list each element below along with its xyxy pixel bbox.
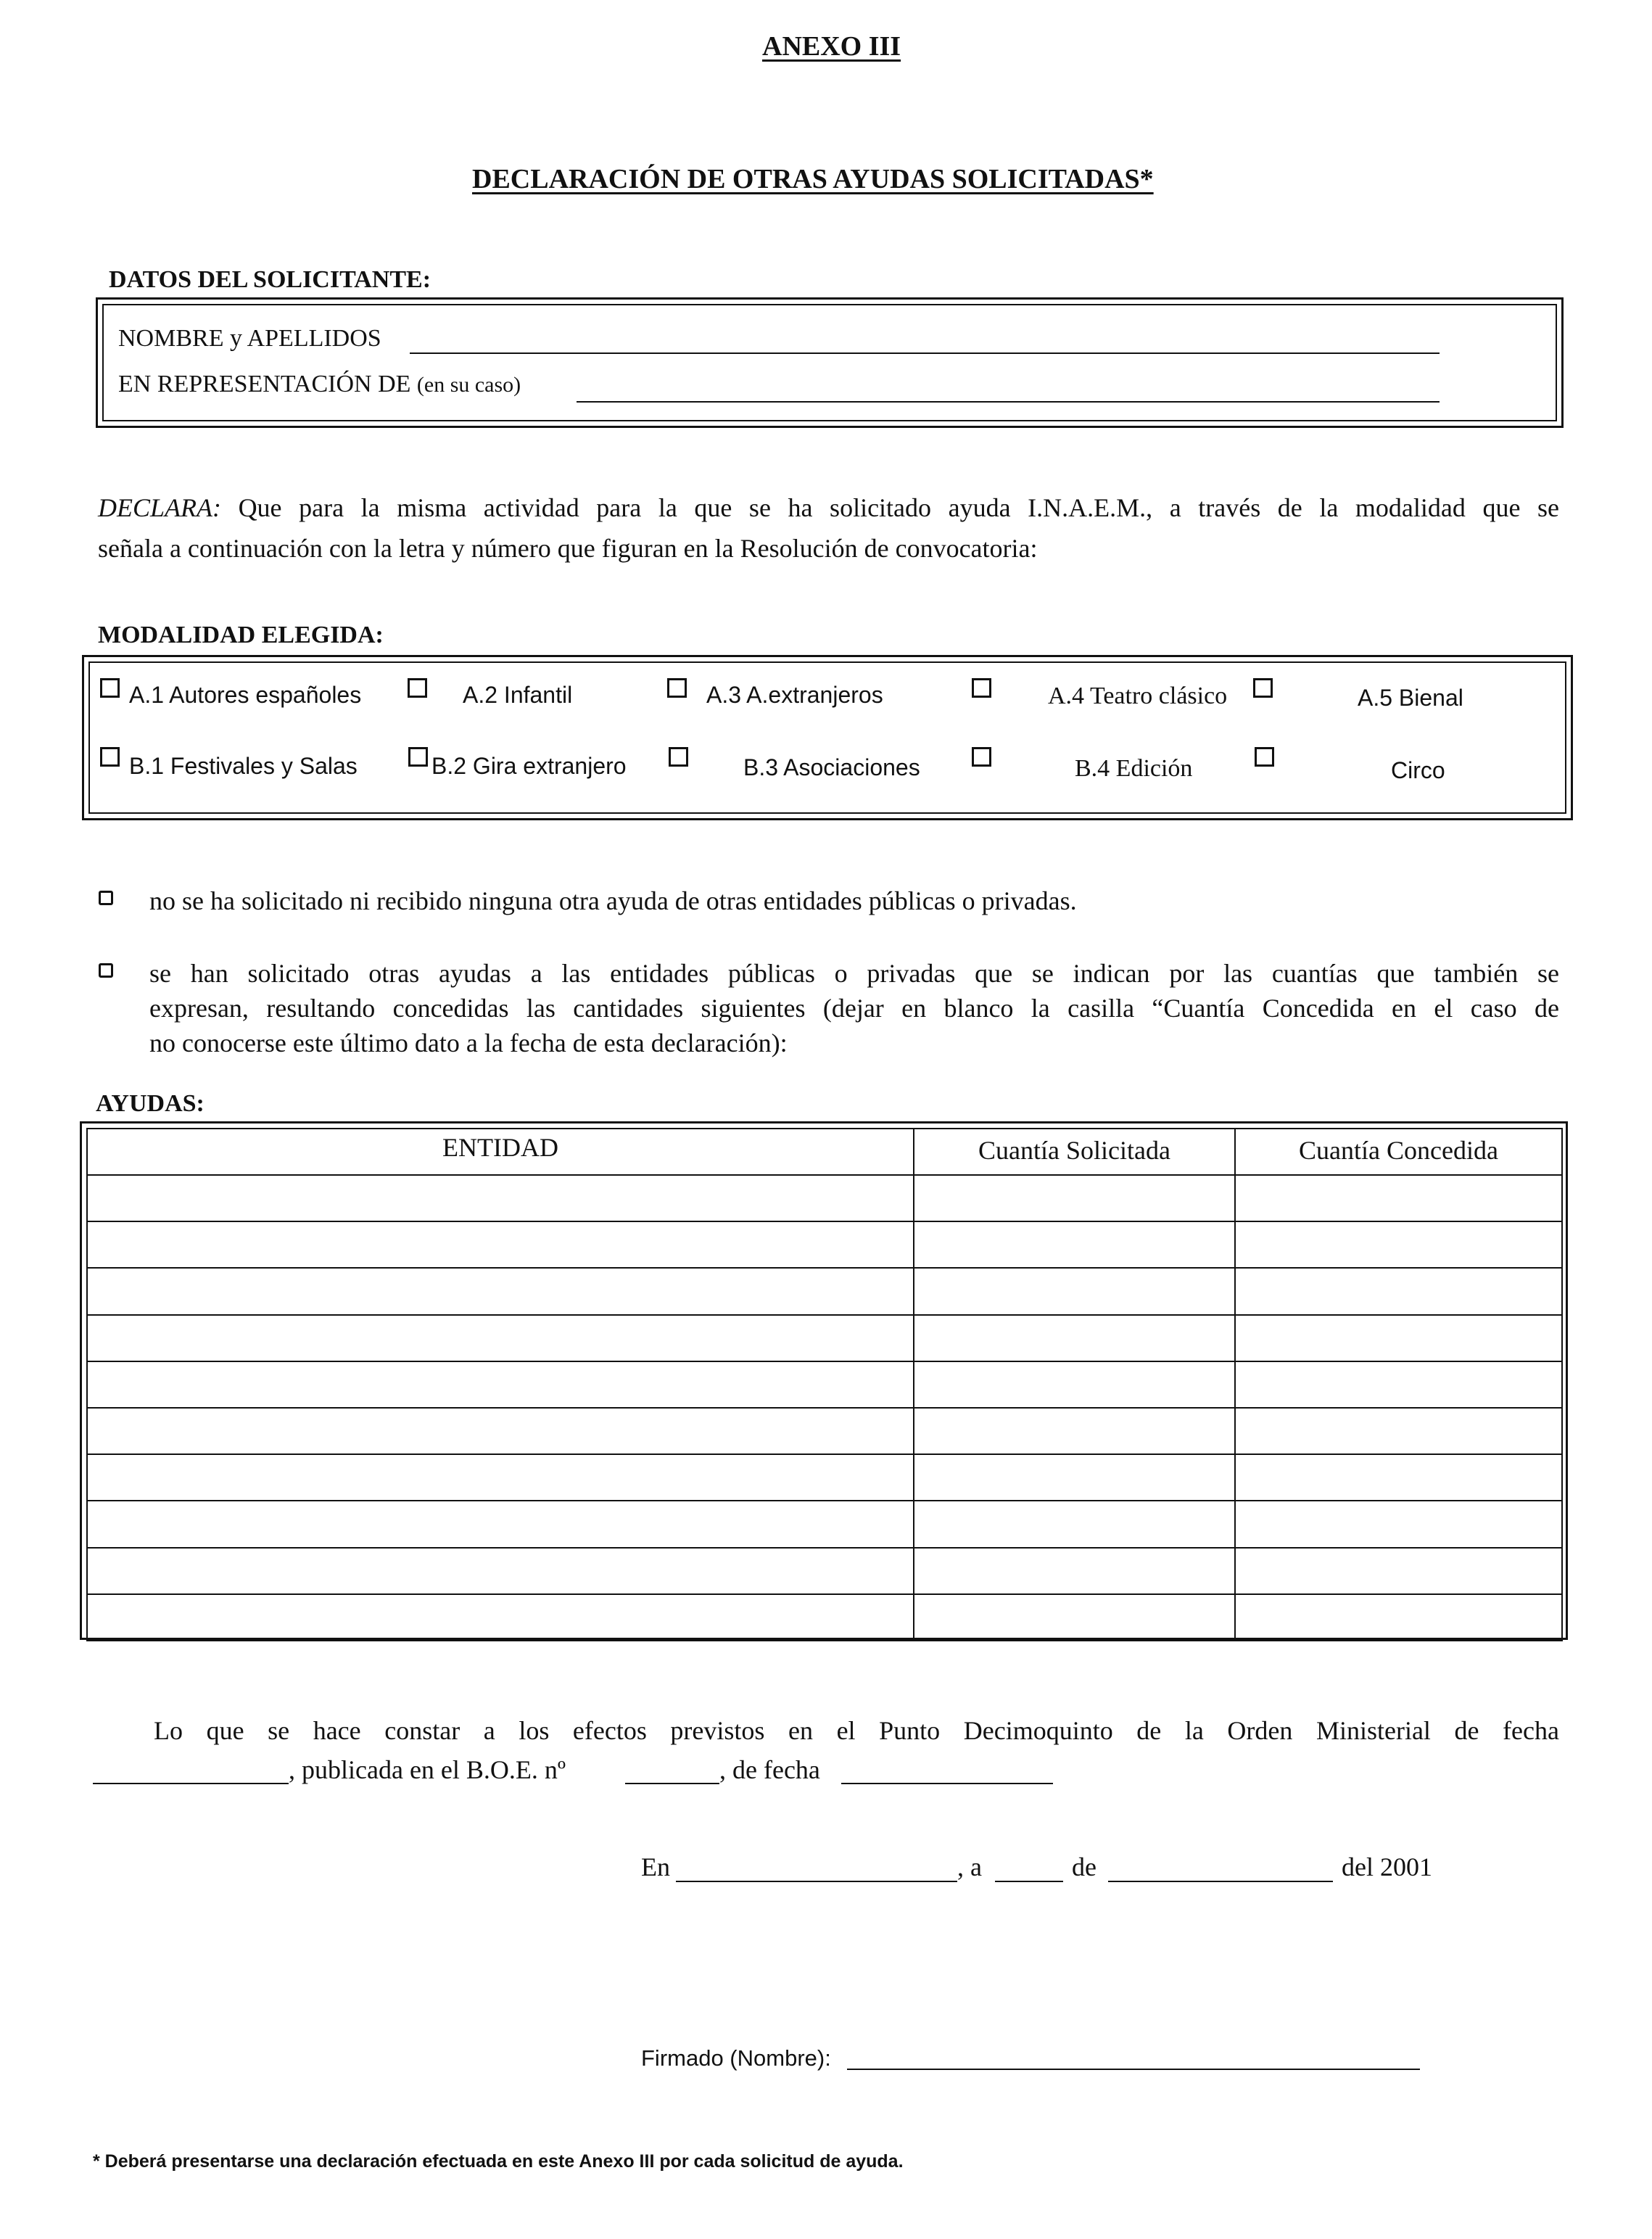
cell-cuantia-solicitada[interactable] [914,1454,1235,1501]
checkbox-a2[interactable] [408,678,427,698]
table-row [87,1221,1562,1268]
annex-title: ANEXO III [762,31,901,62]
ayudas-section-label: AYUDAS: [96,1090,205,1117]
cell-cuantia-solicitada[interactable] [914,1268,1235,1314]
modalidad-section-label: MODALIDAD ELEGIDA: [98,622,384,648]
checkbox-b3[interactable] [669,747,688,767]
cell-cuantia-concedida[interactable] [1235,1315,1562,1361]
declaration-text-1: Que para la misma actividad para la que se ha solicitado ayuda I.N.A.E.M., a través de la modalidad que se [238,493,1559,522]
column-header-entidad: ENTIDAD [87,1129,914,1175]
cell-cuantia-solicitada[interactable] [914,1408,1235,1454]
applicant-section-label: DATOS DEL SOLICITANTE: [109,266,431,293]
cell-cuantia-concedida[interactable] [1235,1221,1562,1268]
checkbox-b4[interactable] [972,747,991,767]
main-title: DECLARACIÓN DE OTRAS AYUDAS SOLICITADAS* [472,164,1154,194]
modalidad-label-b3: B.3 Asociaciones [743,754,920,780]
representation-text: EN REPRESENTACIÓN DE [118,371,411,397]
modalidad-label-b1: B.1 Festivales y Salas [129,753,358,779]
cell-cuantia-concedida[interactable] [1235,1408,1562,1454]
closing-de: de [1072,1852,1096,1881]
cell-cuantia-concedida[interactable] [1235,1268,1562,1314]
declaration-line-1 [98,492,1559,524]
option1-checkbox[interactable] [99,891,113,905]
table-row [87,1268,1562,1314]
table-row [87,1501,1562,1547]
checkbox-a5[interactable] [1253,678,1273,698]
name-field[interactable] [410,352,1440,354]
cell-cuantia-solicitada[interactable] [914,1221,1235,1268]
place-field-line[interactable] [676,1881,957,1882]
option2-line-3: no conocerse este último dato a la fecha de esta declaración): [149,1028,788,1057]
modalidad-label-a2: A.2 Infantil [463,682,573,708]
closing-year: del 2001 [1342,1852,1432,1881]
cell-cuantia-solicitada[interactable] [914,1175,1235,1221]
checkbox-a3[interactable] [667,678,687,698]
table-row [87,1361,1562,1408]
cell-cuantia-concedida[interactable] [1235,1175,1562,1221]
cell-cuantia-concedida[interactable] [1235,1548,1562,1594]
cell-entidad[interactable] [87,1501,914,1547]
table-row [87,1594,1562,1641]
cell-entidad[interactable] [87,1175,914,1221]
column-header-cuantia-concedida: Cuantía Concedida [1235,1129,1562,1175]
cell-entidad[interactable] [87,1454,914,1501]
cell-cuantia-concedida[interactable] [1235,1361,1562,1408]
cell-entidad[interactable] [87,1268,914,1314]
applicant-box [96,297,1564,428]
cell-cuantia-solicitada[interactable] [914,1594,1235,1641]
cell-entidad[interactable] [87,1408,914,1454]
modalidad-label-b2: B.2 Gira extranjero [431,753,627,779]
checkbox-b2[interactable] [408,747,428,767]
footnote: * Deberá presentarse una declaración efectuada en este Anexo III por cada solicitud de ayuda. [93,2151,904,2172]
checkbox-a4[interactable] [972,678,991,698]
modalidad-label-a4: A.4 Teatro clásico [1048,683,1228,709]
column-header-cuantia-solicitada: Cuantía Solicitada [914,1129,1235,1175]
ayudas-table [86,1128,1563,1641]
cell-cuantia-solicitada[interactable] [914,1315,1235,1361]
option2-checkbox[interactable] [99,963,113,978]
option2-line-2: expresan, resultando concedidas las cantidades siguientes (dejar en blanco la casilla “Cuantía Concedida en el caso de [149,994,1559,1023]
month-field[interactable] [1108,1881,1333,1882]
checkbox-circo[interactable] [1255,747,1274,767]
cell-cuantia-solicitada[interactable] [914,1548,1235,1594]
modalidad-label-a3: A.3 A.extranjeros [706,682,883,708]
order-date-field[interactable] [93,1783,289,1784]
declara-lead: DECLARA: [98,493,221,522]
closing-a: , a [957,1852,982,1881]
cell-entidad[interactable] [87,1361,914,1408]
option2-line-1: se han solicitado otras ayudas a las entidades públicas o privadas que se indican por las cuantías que también se [149,959,1559,988]
signature-field[interactable] [847,2069,1420,2070]
modalidad-label-circo: Circo [1391,757,1445,783]
modalidad-label-a5: A.5 Bienal [1358,685,1463,711]
closing-line-1: Lo que se hace constar a los efectos previstos en el Punto Decimoquinto de la Orden Ministerial de fecha [154,1716,1559,1745]
boe-date-field[interactable] [841,1783,1053,1784]
declaration-line-2: señala a continuación con la letra y número que figuran en la Resolución de convocatoria: [98,534,1038,563]
representation-note: (en su caso) [416,373,521,397]
cell-cuantia-concedida[interactable] [1235,1454,1562,1501]
table-row [87,1315,1562,1361]
cell-cuantia-solicitada[interactable] [914,1501,1235,1547]
modalidad-label-b4: B.4 Edición [1075,755,1193,782]
table-row [87,1454,1562,1501]
cell-cuantia-concedida[interactable] [1235,1501,1562,1547]
cell-entidad[interactable] [87,1594,914,1641]
cell-entidad[interactable] [87,1315,914,1361]
table-row [87,1408,1562,1454]
representation-label [118,370,521,400]
day-field[interactable] [995,1881,1063,1882]
checkbox-a1[interactable] [100,678,120,698]
checkbox-b1[interactable] [100,747,120,767]
cell-entidad[interactable] [87,1221,914,1268]
closing-published: , publicada en el B.O.E. nº [289,1755,566,1784]
cell-cuantia-solicitada[interactable] [914,1361,1235,1408]
name-label: NOMBRE y APELLIDOS [118,325,381,352]
closing-en: En [641,1852,670,1881]
cell-cuantia-concedida[interactable] [1235,1594,1562,1641]
boe-number-field[interactable] [625,1783,719,1784]
table-row [87,1548,1562,1594]
signed-label: Firmado (Nombre): [641,2045,831,2071]
table-row [87,1175,1562,1221]
option1-text: no se ha solicitado ni recibido ninguna otra ayuda de otras entidades públicas o privadas. [149,886,1077,915]
representation-field[interactable] [577,401,1440,403]
closing-de-fecha: , de fecha [719,1755,820,1784]
modalidad-label-a1: A.1 Autores españoles [129,682,362,708]
cell-entidad[interactable] [87,1548,914,1594]
